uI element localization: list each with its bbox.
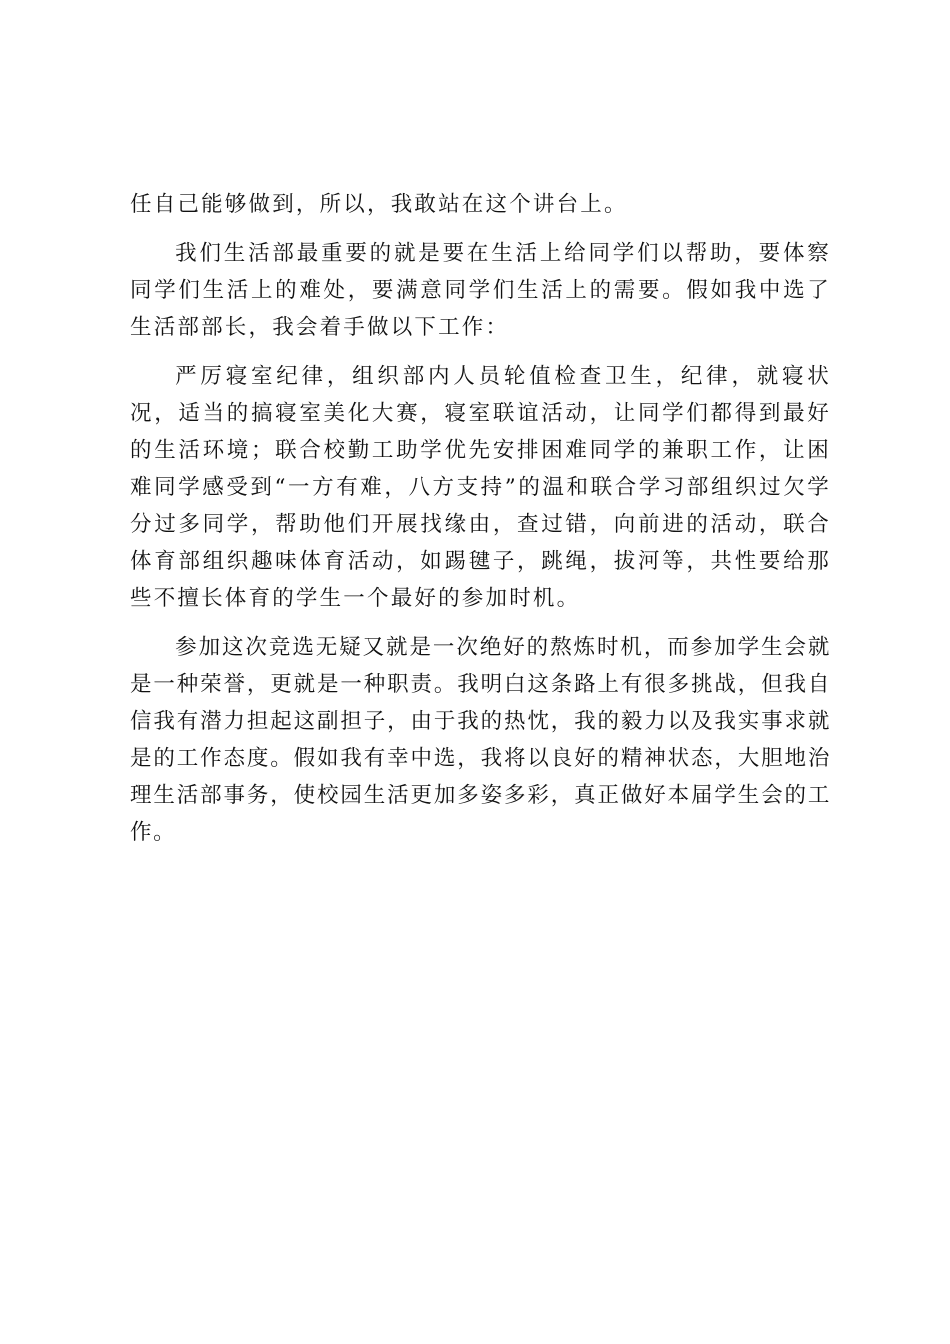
document-body bbox=[130, 186, 831, 863]
paragraph-life-department-duty: 我们生活部最重要的就是要在生活上给同学们以帮助，要体察同学们生活上的难处，要满意同学们生活上的需要。假如我中选了生活部部长，我会着手做以下工作： bbox=[130, 241, 831, 340]
paragraph-continuation: 任自己能够做到，所以，我敢站在这个讲台上。 bbox=[130, 192, 628, 217]
paragraph-closing: 参加这次竞选无疑又就是一次绝好的熬炼时机，而参加学生会就是一种荣誉，更就是一种职责。我明白这条路上有很多挑战，但我自信我有潜力担起这副担子，由于我的热忱，我的毅力以及我实事求就是的工作态度。假如我有幸中选，我将以良好的精神状态，大胆地治理生活部事务，使校园生活更加多姿多彩，真正做好本届学生会的工作。 bbox=[130, 635, 831, 845]
paragraph-work-plan: 严厉寝室纪律，组织部内人员轮值检查卫生，纪律，就寝状况，适当的搞寝室美化大赛，寝室联谊活动，让同学们都得到最好的生活环境；联合校勤工助学优先安排困难同学的兼职工作，让困难同学感受到“一方有难，八方支持”的温和联合学习部组织过欠学分过多同学，帮助他们开展找缘由，查过错，向前进的活动，联合体育部组织趣味体育活动，如踢毽子，跳绳，拔河等，共性要给那些不擅长体育的学生一个最好的参加时机。 bbox=[130, 364, 831, 611]
